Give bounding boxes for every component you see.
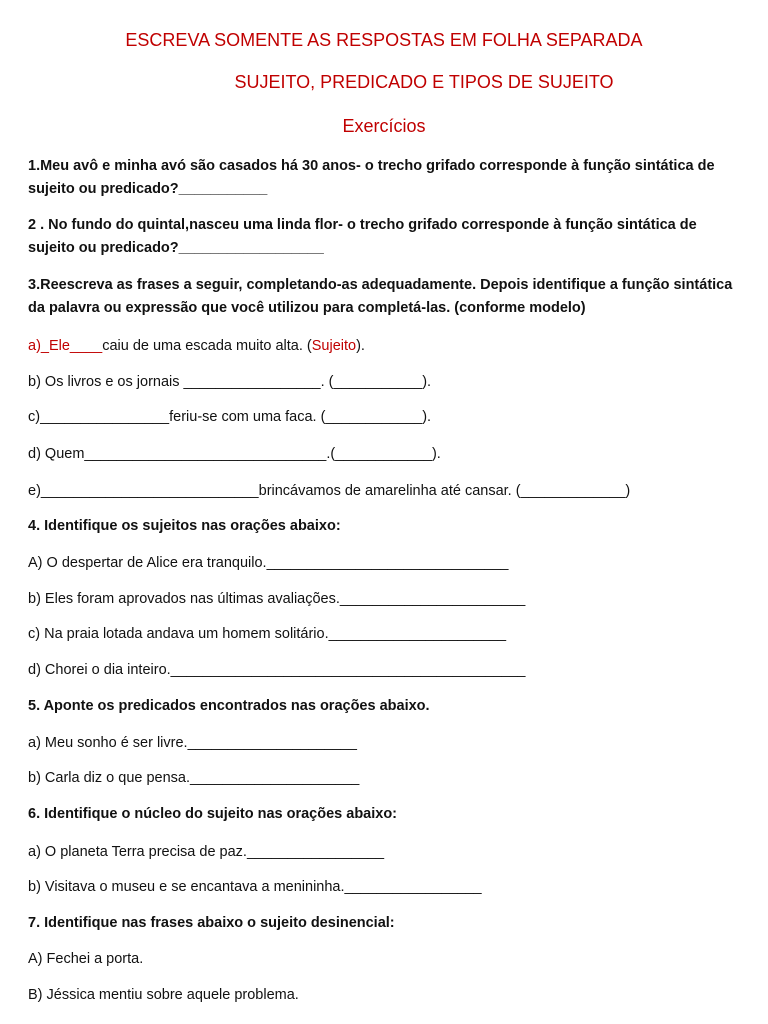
question-7a: A) Fechei a porta. <box>28 951 144 967</box>
question-6b: b) Visitava o museu e se encantava a menininha._________________ <box>28 879 482 895</box>
question-7-title: 7. Identifique nas frases abaixo o sujeito desinencial: <box>28 915 395 931</box>
model-answer: _Ele____ <box>40 338 103 354</box>
question-6a: a) O planeta Terra precisa de paz._________________ <box>28 844 385 860</box>
question-4b: b) Eles foram aprovados nas últimas avaliações._______________________ <box>28 591 526 607</box>
question-1: 1.Meu avô e minha avó são casados há 30 anos- o trecho grifado corresponde à função sintática de sujeito ou predicado?___________ <box>28 158 715 197</box>
question-2: 2 . No fundo do quintal,nasceu uma linda flor- o trecho grifado corresponde à função sintática de sujeito ou predicado?__________________ <box>28 217 697 256</box>
question-4-title: 4. Identifique os sujeitos nas orações abaixo: <box>28 518 341 534</box>
exercises-title: Exercícios <box>342 116 426 136</box>
question-3c: c)________________feriu-se com uma faca. (____________). <box>28 409 432 425</box>
question-3d: d) Quem______________________________.(____________). <box>28 446 441 462</box>
question-3a <box>28 336 365 356</box>
question-3: 3.Reescreva as frases a seguir, completando-as adequadamente. Depois identifique a função sintática da palavra ou expressão que você utilizou para completá-las. (conforme modelo) <box>28 277 733 316</box>
question-5b: b) Carla diz o que pensa._____________________ <box>28 770 360 786</box>
question-4c: c) Na praia lotada andava um homem solitário.______________________ <box>28 626 507 642</box>
question-3b: b) Os livros e os jornais _________________. (___________). <box>28 374 432 390</box>
question-7b: B) Jéssica mentiu sobre aquele problema. <box>28 987 299 1003</box>
question-5a: a) Meu sonho é ser livre._____________________ <box>28 735 357 751</box>
sentence-end: ). <box>356 338 365 354</box>
instruction-header: ESCREVA SOMENTE AS RESPOSTAS EM FOLHA SEPARADA <box>125 30 643 50</box>
topic-title: SUJEITO, PREDICADO E TIPOS DE SUJEITO <box>234 72 614 92</box>
question-4d: d) Chorei o dia inteiro.____________________________________________ <box>28 662 526 678</box>
question-3e: e)___________________________brincávamos de amarelinha até cansar. (_____________) <box>28 483 631 499</box>
item-prefix: a) <box>28 338 41 354</box>
question-6-title: 6. Identifique o núcleo do sujeito nas orações abaixo: <box>28 806 398 822</box>
question-5-title: 5. Aponte os predicados encontrados nas orações abaixo. <box>28 698 430 714</box>
question-4a: A) O despertar de Alice era tranquilo.______________________________ <box>28 555 509 571</box>
model-function: Sujeito <box>311 338 357 354</box>
sentence-text: caiu de uma escada muito alta. ( <box>102 338 312 354</box>
